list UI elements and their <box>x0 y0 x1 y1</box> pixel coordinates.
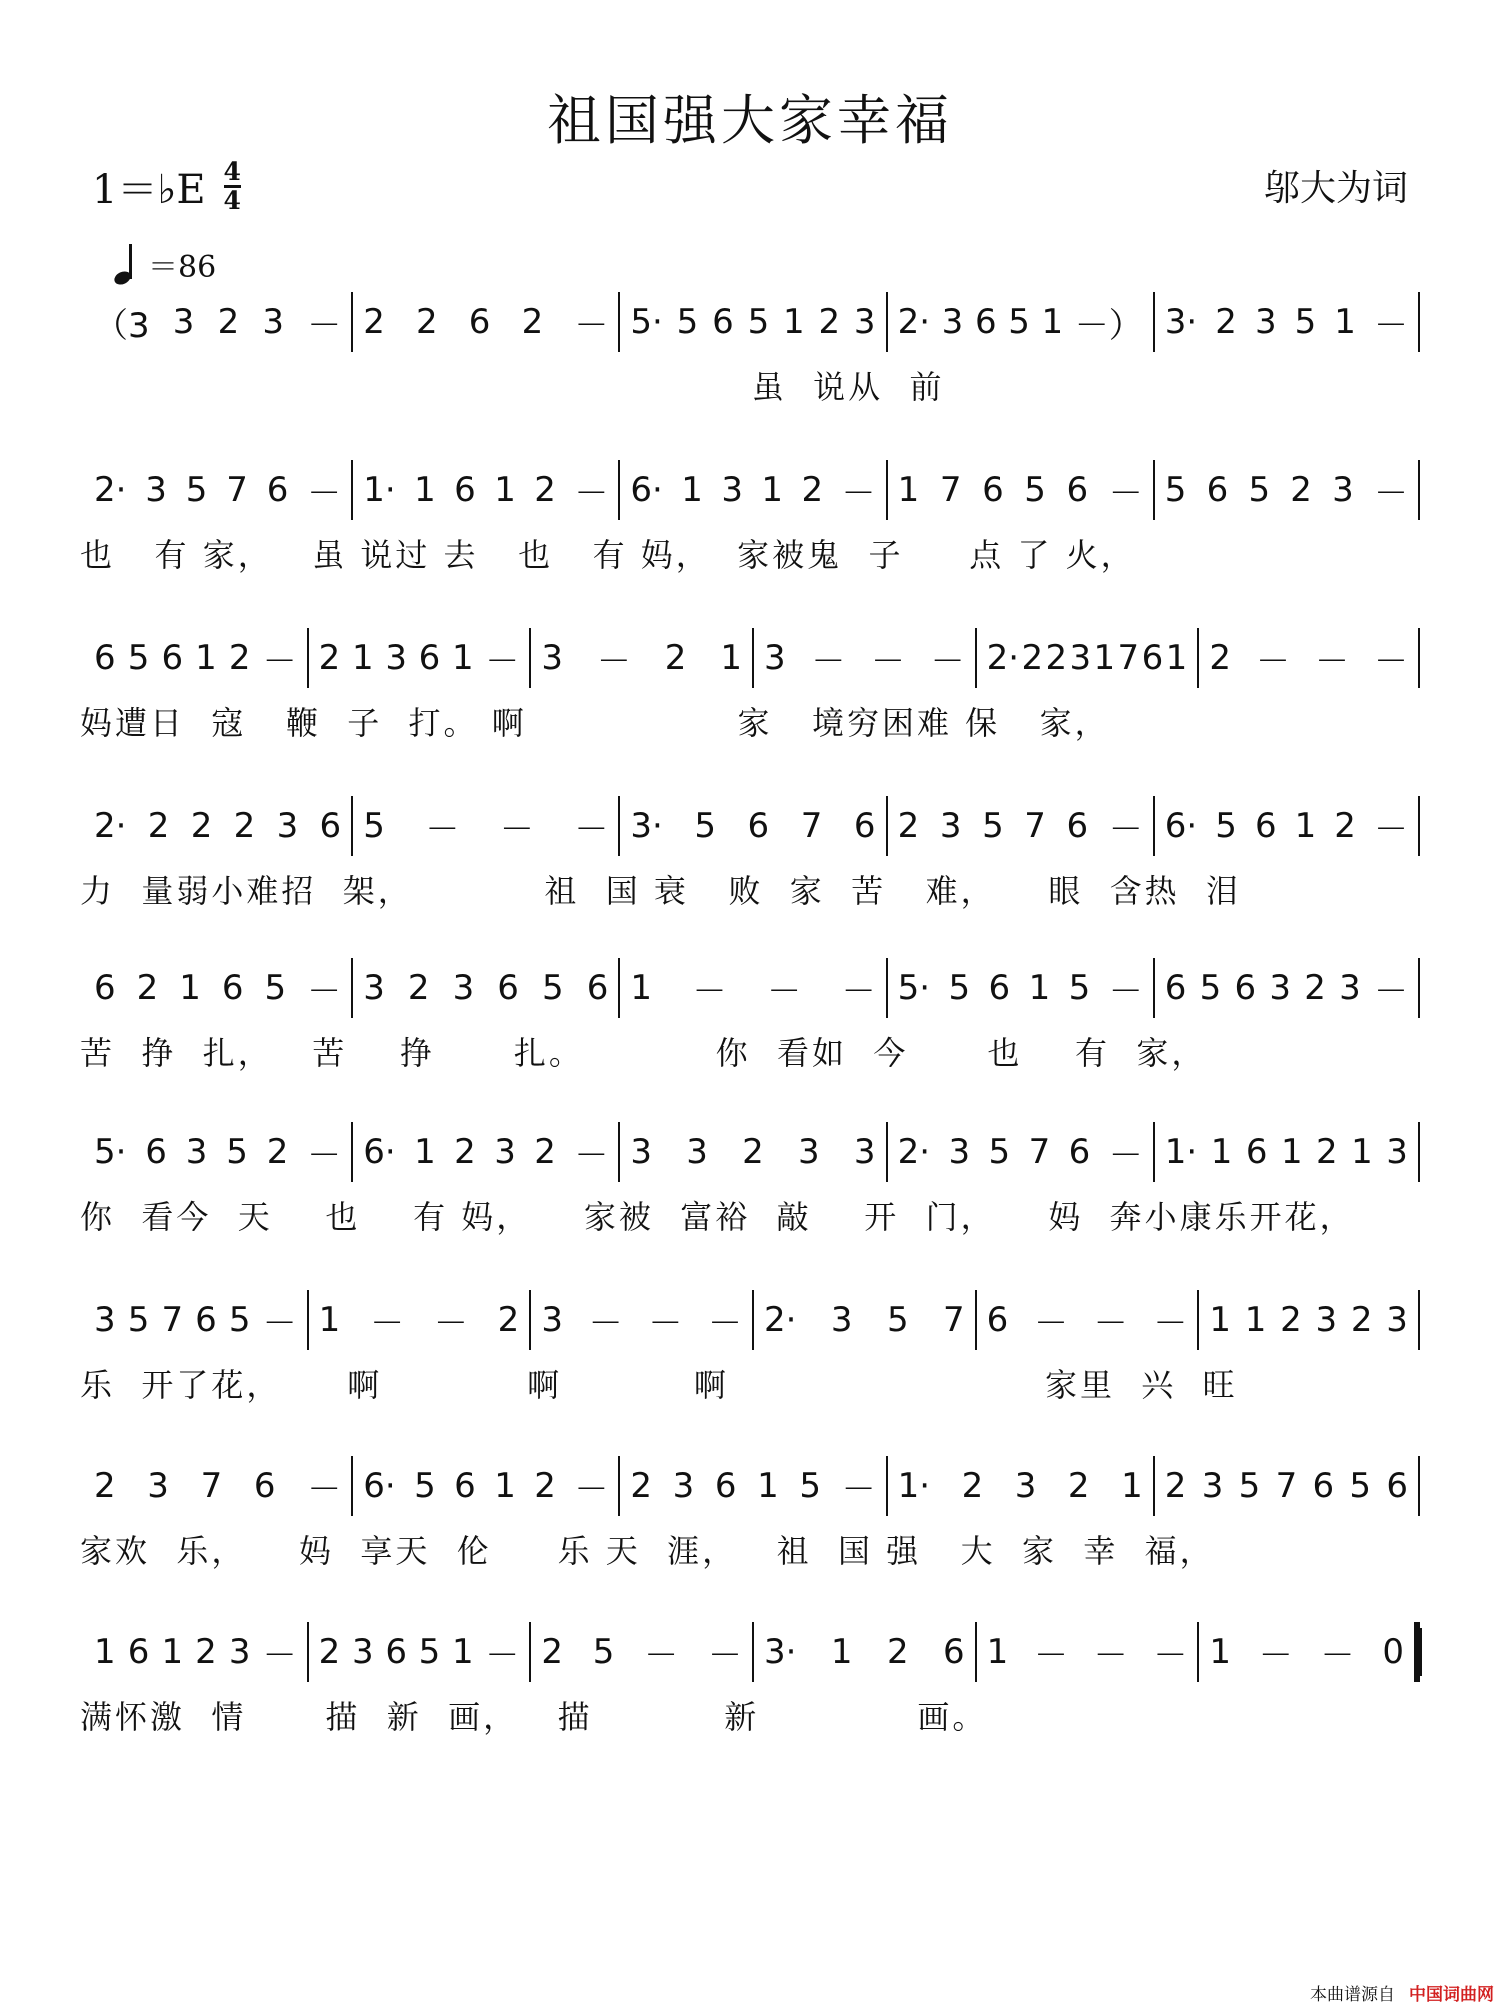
time-bottom: 4 <box>223 186 241 215</box>
measure: 6 － － － <box>975 1290 1198 1350</box>
measure: 1 － － － <box>618 958 885 1018</box>
tempo-marking <box>114 242 216 286</box>
measure: 1 7 6 5 6 － <box>886 460 1153 520</box>
measure: 2· 3 5 7 6 － <box>886 1122 1153 1182</box>
measure: 5· 5 6 5 1 2 3 <box>618 292 885 352</box>
measure: 6· 5 6 1 2 － <box>351 1456 618 1516</box>
measure: 1 － － 0 <box>1197 1622 1420 1682</box>
score-system <box>0 796 1500 926</box>
measure: 5· 5 6 1 5 － <box>886 958 1153 1018</box>
measure: 6 5 6 1 2 － <box>94 638 297 682</box>
measure: 2· 3 5 7 <box>752 1290 975 1350</box>
measure: 3 5 7 6 5 － <box>94 1300 297 1344</box>
lyrics-line: 虽 说从 前 <box>80 368 945 406</box>
song-title: 祖国强大家幸福 <box>547 89 953 152</box>
measure: 2· 3 6 5 1 －） <box>886 292 1153 352</box>
measure: 3· 2 3 5 1 － <box>1153 292 1420 352</box>
measure: 1 － － 2 <box>307 1290 530 1350</box>
measure: 1· 1 6 1 2 1 3 <box>1153 1122 1420 1182</box>
measure: 1 － － － <box>975 1622 1198 1682</box>
lyrics-line: 你 看今 天 也 有 妈， 家被 富裕 敲 开 门， 妈 奔小康乐开花， <box>80 1198 1355 1236</box>
measure: 3 － － － <box>752 628 975 688</box>
lyrics-line: 力 量弱小难招 架， 祖 国 衰 败 家 苦 难， 眼 含热 泪 <box>80 872 1242 910</box>
measure: 2 3 5 7 6 － <box>886 796 1153 856</box>
measure: 2 2 6 2 － <box>351 292 618 352</box>
measure: 5 6 5 2 3 － <box>1153 460 1420 520</box>
measure: 5· 6 3 5 2 － <box>94 1132 342 1176</box>
lyrics-line: 妈遭日 寇 鞭 子 打。 啊 家 境穷困难 保 家， <box>80 704 1110 742</box>
quarter-note-icon <box>114 244 136 284</box>
measure: 2 5 － － <box>529 1622 752 1682</box>
lyrics-line: 家欢 乐， 妈 享天 伦 乐 天 涯， 祖 国 强 大 家 幸 福， <box>80 1532 1215 1570</box>
measure: 2 1 3 6 1 － <box>307 628 530 688</box>
source-label: 本曲谱源自 <box>1310 1985 1395 2005</box>
measure: 2· 2 2 3 1 7 6 1 <box>975 628 1198 688</box>
score-system <box>0 1456 1500 1586</box>
score-system <box>0 460 1500 590</box>
score-system <box>0 1290 1500 1420</box>
score-system <box>0 958 1500 1088</box>
lyrics-line: 也 有 家， 虽 说过 去 也 有 妈， 家被鬼 子 点 了 火， <box>80 536 1136 574</box>
measure: 6 2 1 6 5 － <box>94 968 342 1012</box>
measure: 1 6 1 2 3 － <box>94 1632 297 1676</box>
measure: 1· 2 3 2 1 <box>886 1456 1153 1516</box>
measure: 2 3 5 7 6 5 6 <box>1153 1456 1420 1516</box>
measure: 2· 3 5 7 6 － <box>94 470 342 514</box>
key-time-signature <box>92 158 241 215</box>
measure: 2 3 6 1 5 － <box>618 1456 885 1516</box>
lyrics-line: 苦 挣 扎， 苦 挣 扎。 你 看如 今 也 有 家， <box>80 1034 1207 1072</box>
score-system <box>0 292 1500 422</box>
score-system <box>0 1622 1500 1752</box>
measure: 3· 5 6 7 6 <box>618 796 885 856</box>
measure: （3 3 2 3 － <box>94 302 342 346</box>
measure: 6· 5 6 1 2 － <box>1153 796 1420 856</box>
measure: 3 3 2 3 3 <box>618 1122 885 1182</box>
measure: 6· 1 2 3 2 － <box>351 1122 618 1182</box>
measure: 2· 2 2 2 3 6 <box>94 806 342 846</box>
measure: 3 2 3 6 5 6 <box>351 958 618 1018</box>
time-signature <box>224 159 241 214</box>
lyrics-line: 乐 开了花， 啊 啊 啊 家里 兴 旺 <box>80 1366 1238 1404</box>
score-system <box>0 1122 1500 1252</box>
measure: 2 3 7 6 － <box>94 1466 342 1510</box>
measure: 1 1 2 3 2 3 <box>1197 1290 1420 1350</box>
measure: 3 － 2 1 <box>529 628 752 688</box>
lyrics-line: 满怀激 情 描 新 画， 描 新 画。 <box>80 1698 988 1736</box>
footer-credit <box>1310 1980 1494 2005</box>
score-system <box>0 628 1500 758</box>
key-signature: 1＝♭E <box>92 167 206 213</box>
tempo-value: ＝86 <box>148 250 217 285</box>
measure: 6· 1 3 1 2 － <box>618 460 885 520</box>
brand-link[interactable]: 中国词曲网 <box>1409 1985 1494 2005</box>
measure: 3 － － － <box>529 1290 752 1350</box>
measure: 1· 1 6 1 2 － <box>351 460 618 520</box>
measure: 2 － － － <box>1197 628 1420 688</box>
time-top: 4 <box>223 157 241 186</box>
measure: 5 － － － <box>351 796 618 856</box>
lyricist-credit: 邬大为词 <box>1263 168 1408 209</box>
measure: 3· 1 2 6 <box>752 1622 975 1682</box>
measure: 2 3 6 5 1 － <box>307 1622 530 1682</box>
measure: 6 5 6 3 2 3 － <box>1153 958 1420 1018</box>
